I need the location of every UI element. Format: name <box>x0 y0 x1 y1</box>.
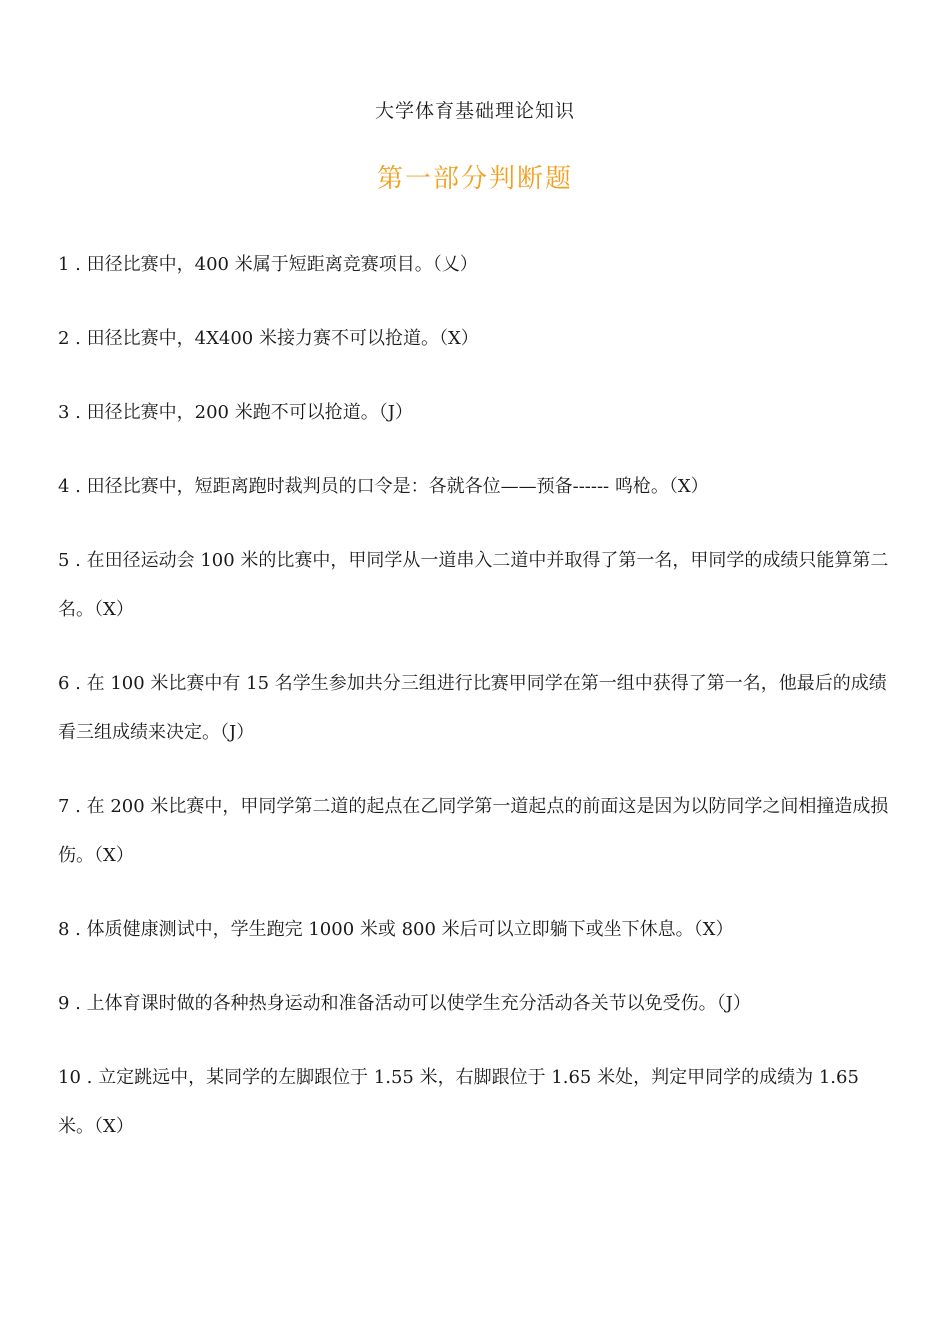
question-item-3: 3 . 田径比赛中，200 米跑不可以抢道。（J） <box>58 402 413 423</box>
section-title: 第一部分判断题 <box>376 164 573 194</box>
question-item-10: 10 . 立定跳远中，某同学的左脚跟位于 1.55 米，右脚跟位于 1.65 米处，判定甲同学的成绩为 1.65 米。（X） <box>58 1067 859 1137</box>
question-item-9: 9 . 上体育课时做的各种热身运动和准备活动可以使学生充分活动各关节以免受伤。（J） <box>58 993 751 1014</box>
question-item-5: 5 . 在田径运动会 100 米的比赛中，甲同学从一道串入二道中并取得了第一名，甲同学的成绩只能算第二名。（X） <box>58 550 889 620</box>
question-item-4: 4 . 田径比赛中，短距离跑时裁判员的口令是：各就各位——预备------ 鸣枪。（X） <box>58 476 709 497</box>
question-item-7: 7 . 在 200 米比赛中，甲同学第二道的起点在乙同学第一道起点的前面这是因为以防同学之间相撞造成损伤。（X） <box>58 796 889 866</box>
question-item-1: 1 . 田径比赛中，400 米属于短距离竞赛项目。（乂） <box>58 254 478 275</box>
question-item-2: 2 . 田径比赛中，4X400 米接力赛不可以抢道。（X） <box>58 328 479 349</box>
question-list <box>58 240 898 1176</box>
question-item-6: 6 . 在 100 米比赛中有 15 名学生参加共分三组进行比赛甲同学在第一组中获得了第一名，他最后的成绩看三组成绩来决定。（J） <box>58 673 887 743</box>
question-item-8: 8 . 体质健康测试中，学生跑完 1000 米或 800 米后可以立即躺下或坐下休息。（X） <box>58 919 734 940</box>
document-title: 大学体育基础理论知识 <box>374 100 575 122</box>
